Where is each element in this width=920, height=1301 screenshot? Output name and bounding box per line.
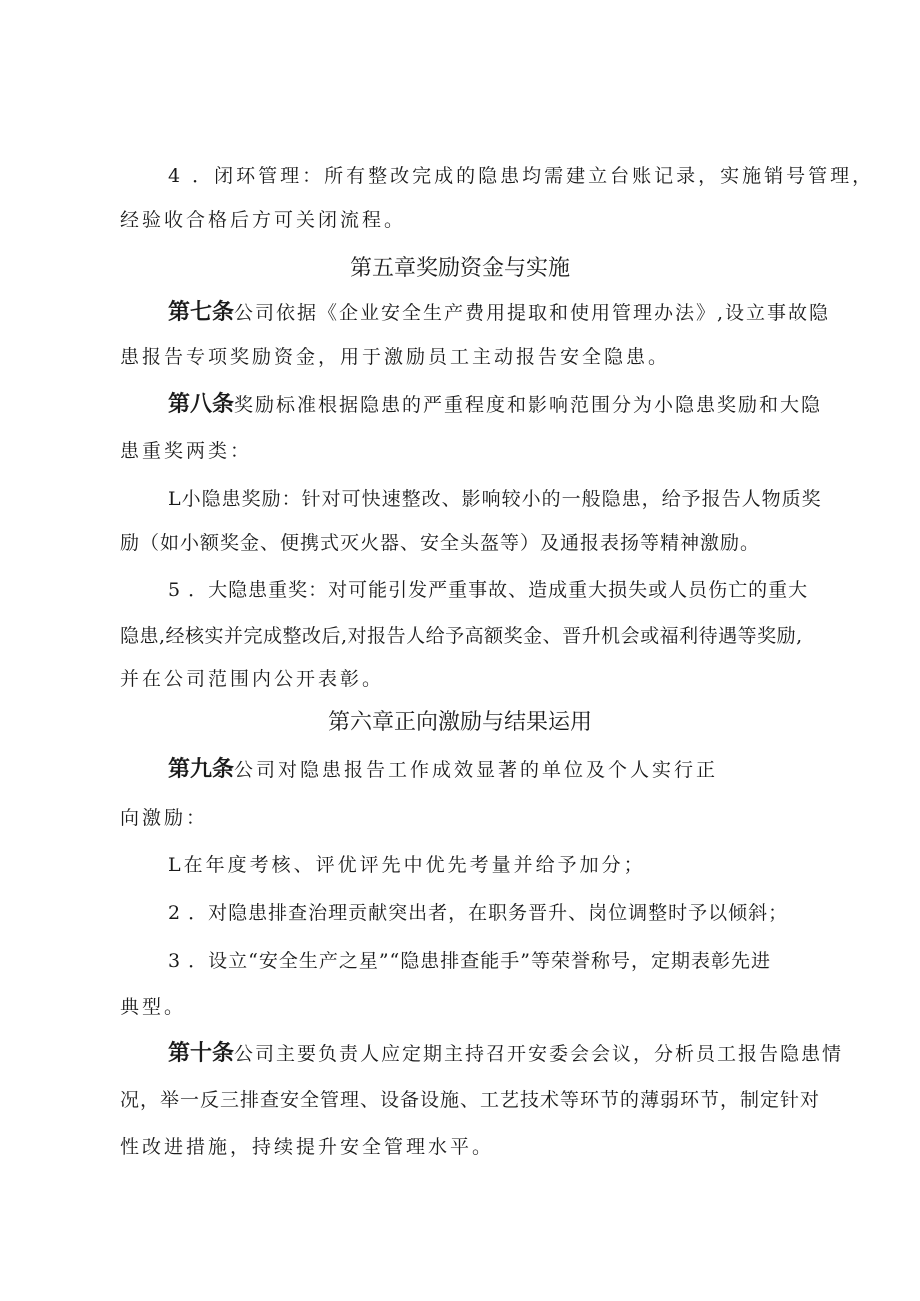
article8-text: 奖励标准根据隐患的严重程度和影响范围分为小隐患奖励和大隐: [234, 394, 823, 416]
article9-line2: 向激励：: [120, 807, 209, 829]
article9-label: 第九条: [168, 757, 235, 782]
reward-big-line3: 并在公司范围内公开表彰。: [120, 668, 385, 690]
chapter5-title: 第五章奖励资金与实施: [349, 256, 570, 281]
article9-line1: [168, 756, 718, 784]
item4-line2: 经验收合格后方可关闭流程。: [120, 209, 407, 231]
reward-big-line2: 隐患,经核实并完成整改后,对报告人给予高额奖金、晋升机会或福利待遇等奖励,: [120, 625, 803, 647]
reward-small-line2: 励（如小额奖金、便携式灭火器、安全头盔等）及通报表扬等精神激励。: [120, 532, 761, 554]
reward-big-line1: 5 ．大隐患重奖：对可能引发严重事故、造成重大损失或人员伤亡的重大: [168, 579, 809, 601]
article8-line1: [168, 391, 822, 419]
article10-line2: 况，举一反三排查安全管理、设备设施、工艺技术等环节的薄弱环节，制定针对: [120, 1089, 821, 1111]
incentive-item1: L在年度考核、评优评先中优先考量并给予加分；: [168, 854, 646, 876]
article9-text: 公司对隐患报告工作成效显著的单位及个人实行正: [234, 759, 719, 781]
chapter6-title: 第六章正向激励与结果运用: [327, 710, 592, 735]
article8-label: 第八条: [168, 392, 235, 417]
article10-line3: 性改进措施，持续提升安全管理水平。: [120, 1136, 495, 1158]
article10-text: 公司主要负责人应定期主持召开安委会会议，分析员工报告隐患情: [234, 1043, 844, 1065]
incentive-item3-line1: 3 ．设立“安全生产之星”“隐患排查能手”等荣誉称号，定期表彰先进: [168, 950, 771, 972]
article8-line2: 患重奖两类：: [120, 440, 253, 462]
article7-line1: [168, 299, 830, 327]
reward-small-line1: L小隐患奖励：针对可快速整改、影响较小的一般隐患，给予报告人物质奖: [168, 488, 822, 510]
article7-line2: 患报告专项奖励资金，用于激励员工主动报告安全隐患。: [120, 346, 671, 368]
item4-line1: 4 ．闭环管理：所有整改完成的隐患均需建立台账记录，实施销号管理，: [168, 165, 875, 187]
article10-line1: [168, 1040, 843, 1068]
article7-label: 第七条: [168, 300, 235, 325]
incentive-item2: 2 ．对隐患排查治理贡献突出者，在职务晋升、岗位调整时予以倾斜；: [168, 902, 789, 924]
article10-label: 第十条: [168, 1041, 235, 1066]
article7-text: 公司依据《企业安全生产费用提取和使用管理办法》,设立事故隐: [234, 302, 831, 324]
incentive-item3-line2: 典型。: [120, 996, 187, 1018]
